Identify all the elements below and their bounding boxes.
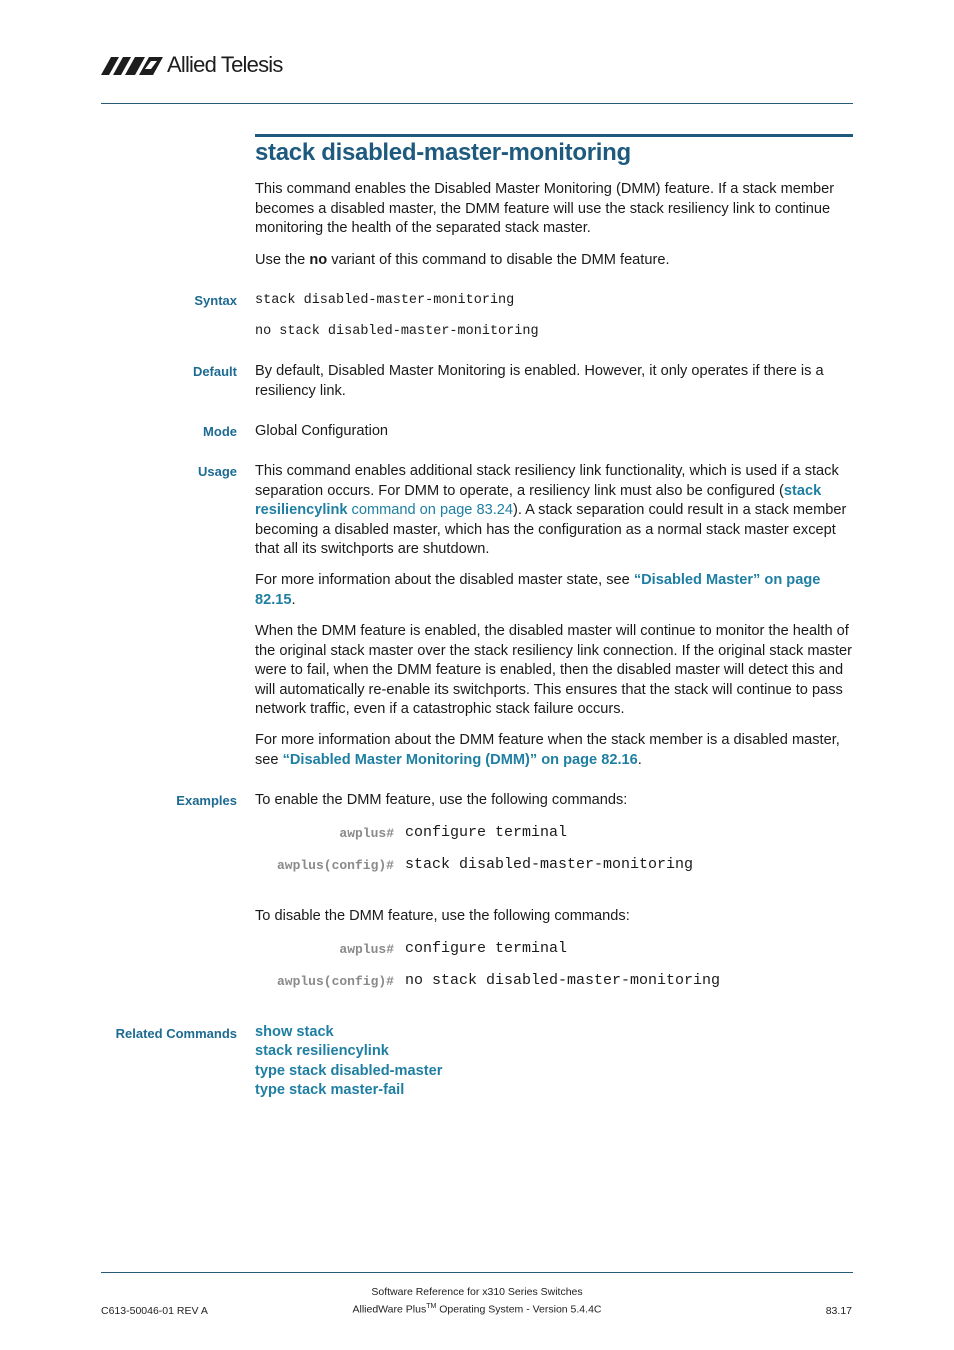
enable-intro-text: To enable the DMM feature, use the following commands: bbox=[255, 792, 628, 808]
usage-paragraph-1: This command enables additional stack resiliency link functionality, which is used if a stack separation occurs. For DMM to operate, a resiliency link must also be configured (stack resiliencylink command on page 83.24). A stack separation could result in a stack member becoming a disabled master, which has the configuration as a normal stack master except that all its switchports are shutdown. bbox=[255, 463, 847, 557]
page-title: stack disabled-master-monitoring bbox=[255, 139, 631, 166]
examples-label: Examples bbox=[176, 793, 237, 808]
related-link-type-stack-master-fail[interactable]: type stack master-fail bbox=[255, 1082, 405, 1098]
header-divider bbox=[101, 103, 853, 104]
footer-title: Software Reference for x310 Series Switches bbox=[371, 1286, 583, 1298]
usage-paragraph-4: For more information about the DMM feature when the stack member is a disabled master, see “Disabled Master Monitoring (DMM)” on page 82.16. bbox=[255, 732, 840, 768]
related-link-show-stack[interactable]: show stack bbox=[255, 1024, 334, 1040]
brand-logo bbox=[101, 52, 283, 78]
stack-resiliencylink-link[interactable]: stack resiliencylink bbox=[255, 482, 822, 518]
related-commands-label: Related Commands bbox=[115, 1026, 237, 1041]
syntax-line-2: no stack disabled-master-monitoring bbox=[255, 324, 539, 339]
mode-label: Mode bbox=[203, 424, 237, 439]
usage-label: Usage bbox=[197, 464, 237, 479]
dmm-link[interactable]: “Disabled Master Monitoring (DMM)” on page 82.16 bbox=[282, 751, 638, 768]
footer-divider bbox=[101, 1272, 853, 1273]
command-page-link[interactable]: command on page 83.24 bbox=[347, 502, 513, 518]
command-text: configure terminal bbox=[405, 824, 568, 841]
command-prompt: awplus# bbox=[339, 826, 394, 841]
disabled-master-link[interactable]: “Disabled Master” on page 82.15 bbox=[255, 572, 821, 608]
intro-paragraph: This command enables the Disabled Master Monitoring (DMM) feature. If a stack member becomes a disabled master, the DMM feature will use the stack resiliency link to continue monitoring the health of the separated stack master. bbox=[255, 181, 835, 236]
command-prompt: awplus(config)# bbox=[276, 974, 394, 989]
command-text: configure terminal bbox=[405, 940, 568, 957]
disable-intro-text: To disable the DMM feature, use the following commands: bbox=[255, 908, 630, 924]
allied-telesis-logo-icon bbox=[101, 55, 163, 75]
footer-os-version: AlliedWare Plus™ Operating System - Version 5.4.4C bbox=[352, 1303, 602, 1316]
brand-name: Allied Telesis bbox=[167, 52, 283, 77]
related-link-type-stack-disabled-master[interactable]: type stack disabled-master bbox=[255, 1063, 443, 1079]
default-text: By default, Disabled Master Monitoring is enabled. However, it only operates if there is a resiliency link. bbox=[255, 363, 824, 399]
no-variant-paragraph: Use the no variant of this command to disable the DMM feature. bbox=[255, 252, 670, 268]
command-prompt: awplus(config)# bbox=[276, 858, 394, 873]
mode-text: Global Configuration bbox=[255, 423, 389, 439]
syntax-line-1: stack disabled-master-monitoring bbox=[255, 293, 515, 308]
syntax-label: Syntax bbox=[194, 293, 237, 308]
usage-paragraph-3: When the DMM feature is enabled, the disabled master will continue to monitor the health of the original stack master over the stack resiliency link connection. If the original stack master were to fail, when the DMM feature is enabled, then the disabled master will detect this and will automatically re-enable its switchports. This ensures that the stack will continue to pass network traffic, even if a catastrophic stack failure occurs. bbox=[255, 623, 852, 717]
footer-page-number: 83.17 bbox=[825, 1305, 852, 1317]
command-text: no stack disabled-master-monitoring bbox=[405, 972, 721, 989]
footer-doc-id: C613-50046-01 REV A bbox=[101, 1305, 208, 1317]
command-text: stack disabled-master-monitoring bbox=[405, 856, 694, 873]
title-rule bbox=[255, 134, 853, 137]
command-prompt: awplus# bbox=[339, 942, 394, 957]
usage-paragraph-2: For more information about the disabled master state, see “Disabled Master” on page 82.15. bbox=[255, 572, 821, 608]
default-label: Default bbox=[192, 364, 237, 379]
related-link-stack-resiliencylink[interactable]: stack resiliencylink bbox=[255, 1043, 389, 1059]
